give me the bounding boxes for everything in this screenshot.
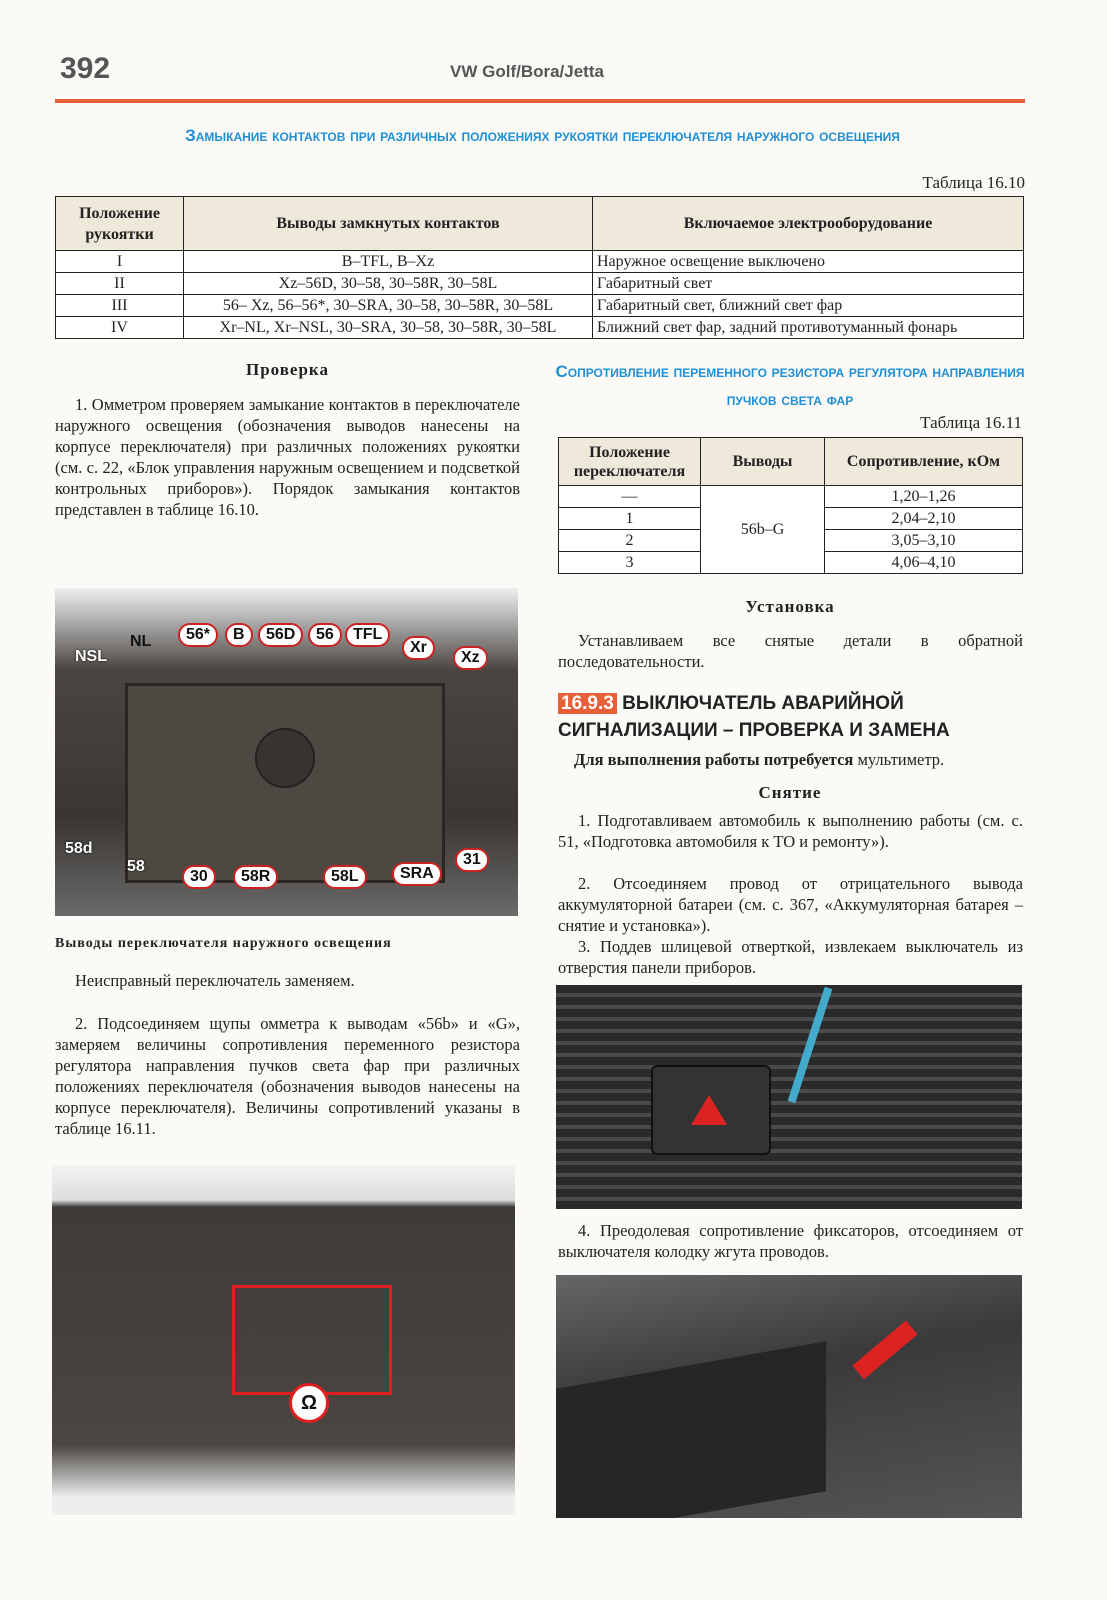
section-number-badge: 16.9.3 (558, 693, 617, 714)
col-header: Выводы (701, 438, 825, 486)
table-row: 2 3,05–3,10 (559, 530, 1023, 552)
table2-caption: Таблица 16.11 (920, 413, 1022, 432)
table-row: III 56– Xz, 56–56*, 30–SRA, 30–58, 30–58R, 30–58L Габаритный свет, ближний свет фар (56, 295, 1024, 317)
tools-value: мультиметр. (853, 750, 945, 769)
switch-terminals-photo (55, 588, 518, 916)
section-title: ВЫКЛЮЧАТЕЛЬ АВАРИЙНОЙ СИГНАЛИЗАЦИИ – ПРОВЕРКА И ЗАМЕНА (558, 693, 950, 741)
table-row: II Xz–56D, 30–58, 30–58R, 30–58L Габаритный свет (56, 273, 1024, 295)
terminal-label: Xr (402, 636, 435, 660)
page-number: 392 (60, 52, 111, 85)
table-resistance (558, 437, 1023, 574)
check-heading: Проверка (246, 360, 329, 379)
connector-hub (255, 728, 315, 788)
table-row: — 56b–G 1,20–1,26 (559, 486, 1023, 508)
hazard-triangle-icon (691, 1095, 727, 1125)
col-header: Сопротивление, кОм (825, 438, 1023, 486)
hazard-switch-removal-photo (556, 985, 1022, 1209)
tools-line (574, 750, 1029, 770)
terminal-label: TFL (345, 623, 390, 647)
terminal-label: NL (130, 633, 152, 650)
removal-heading: Снятие (758, 783, 822, 802)
table1-caption: Таблица 16.10 (922, 173, 1025, 192)
ohm-icon: Ω (289, 1383, 329, 1423)
terminal-label: B (225, 623, 253, 647)
removal-step-1: 1. Подготавливаем автомобиль к выполнению работы (см. с. 51, «Подготовка автомобиля к ТО и ремонту»). (558, 811, 1023, 851)
tools-label: Для выполнения работы потребуется (574, 750, 854, 769)
col-header: Положение переключателя (559, 438, 701, 486)
check-paragraph-2: 2. Подсоединяем щупы омметра к выводам «56b» и «G», замеряем величины сопротивления переменного резистора регулятора направления пучков света фар при различных положениях переключателя (обозначения выводов нанесены на корпусе переключателя). Величины сопротивлений указаны в таблице 16.11. (55, 1014, 520, 1138)
terminal-highlight-frame (232, 1285, 392, 1395)
removal-step-2: 2. Отсоединяем провод от отрицательного вывода аккумуляторной батареи (см. с. 367, «Аккумуляторная батарея – снятие и установка»). (558, 874, 1023, 935)
header-rule (55, 99, 1025, 103)
headlight-range-switch-photo (52, 1165, 515, 1515)
removal-step-4: 4. Преодолевая сопротивление фиксаторов, отсоединяем от выключателя колодку жгута проводов. (558, 1221, 1023, 1261)
hazard-switch-body (556, 1341, 826, 1518)
install-paragraph: Устанавливаем все снятые детали в обратной последовательности. (558, 631, 1023, 671)
col-header: Включаемое электрооборудование (593, 197, 1024, 251)
section-heading (558, 690, 1028, 744)
col-header: Выводы замкнутых контактов (184, 197, 593, 251)
table-contacts (55, 196, 1024, 339)
terminal-label: 31 (455, 848, 489, 872)
table-row: 1 2,04–2,10 (559, 508, 1023, 530)
check-paragraph-1: 1. Омметром проверяем замыкание контактов в переключателе наружного освещения (обозначения выводов нанесены на корпусе переключателя) при различных положениях рукоятки (см. с. 22, «Блок управления наружным освещением и подсветкой контрольных приборов»). Порядок замыкания контактов представлен в таблице 16.10. (55, 395, 520, 519)
col-header: Положение рукоятки (56, 197, 184, 251)
table-row: IV Xr–NL, Xr–NSL, 30–SRA, 30–58, 30–58R, 30–58L Ближний свет фар, задний противотуманный фонарь (56, 317, 1024, 339)
wiring-connector-photo (556, 1275, 1022, 1518)
terminal-label: Xz (453, 646, 488, 670)
table-row: I B–TFL, B–Xz Наружное освещение выключено (56, 251, 1024, 273)
terminal-label: 58R (233, 865, 278, 889)
table-row: 3 4,06–4,10 (559, 552, 1023, 574)
running-title: VW Golf/Bora/Jetta (450, 62, 604, 81)
terminal-label: SRA (392, 862, 442, 886)
removal-step-3: 3. Поддев шлицевой отверткой, извлекаем выключатель из отверстия панели приборов. (558, 937, 1023, 977)
screwdriver (788, 987, 833, 1104)
terminal-label: 58 (127, 858, 145, 875)
table1-heading: Замыкание контактов при различных положениях рукоятки переключателя наружного освещения (185, 126, 900, 145)
arrow-icon (852, 1321, 917, 1380)
replace-paragraph: Неисправный переключатель заменяем. (75, 971, 355, 990)
figure1-caption: Выводы переключателя наружного освещения (55, 936, 392, 951)
install-heading: Установка (745, 597, 835, 616)
table2-heading: Сопротивление переменного резистора регулятора направления пучков света фар (555, 362, 1025, 409)
terminal-label: 56* (178, 623, 218, 647)
terminal-label: 56D (258, 623, 303, 647)
terminal-label: 56 (308, 623, 342, 647)
terminal-label: 30 (182, 865, 216, 889)
terminal-label: NSL (75, 648, 107, 665)
terminal-label: 58L (323, 865, 367, 889)
terminal-label: 58d (65, 840, 93, 857)
